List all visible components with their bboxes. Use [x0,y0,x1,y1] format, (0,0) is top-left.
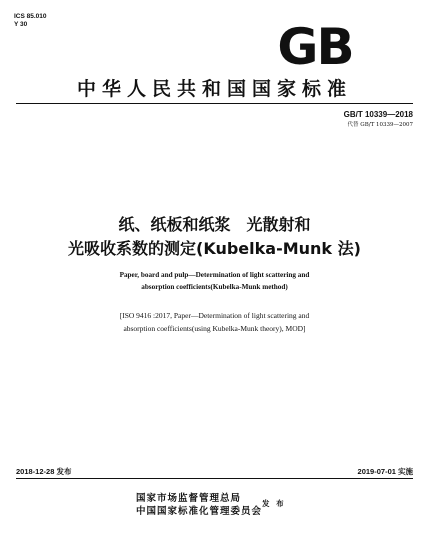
implement-date: 2019-07-01 实施 [357,467,413,476]
ccs-code: Y 30 [14,21,28,28]
ics-code-block [14,13,47,29]
standard-number: GB/T 10339—2018 [343,110,413,119]
issuer-samr: 国家市场监督管理总局 [136,493,242,504]
title-en-line1: Paper, board and pulp—Determination of light scattering and [119,271,310,279]
issuer-sac: 中国国家标准化管理委员会 [136,506,263,517]
adoption-line2: absorption coefficients(using Kubelka-Munk theory), MOD] [123,324,306,333]
title-cn-line1: 纸、纸板和纸浆 光散射和 [118,215,311,234]
footer-divider [16,478,413,479]
title-en-line2: absorption coefficients(Kubelka-Munk method) [141,283,288,291]
replaces-note: 代替 GB/T 10339—2007 [347,122,413,128]
header-divider [16,103,413,104]
title-cn-line2: 光吸收系数的测定(Kubelka-Munk 法) [68,239,361,258]
adoption-line1: [ISO 9416 :2017, Paper—Determination of light scattering and [119,311,310,320]
national-standard-heading: 中华人民共和国国家标准 [76,78,352,100]
publish-label: 发 布 [262,499,286,508]
gb-logo [265,20,365,68]
gb-logo-text: GB [277,20,353,68]
ics-code: ICS 85.010 [14,13,47,20]
issue-date: 2018-12-28 发布 [16,467,72,476]
